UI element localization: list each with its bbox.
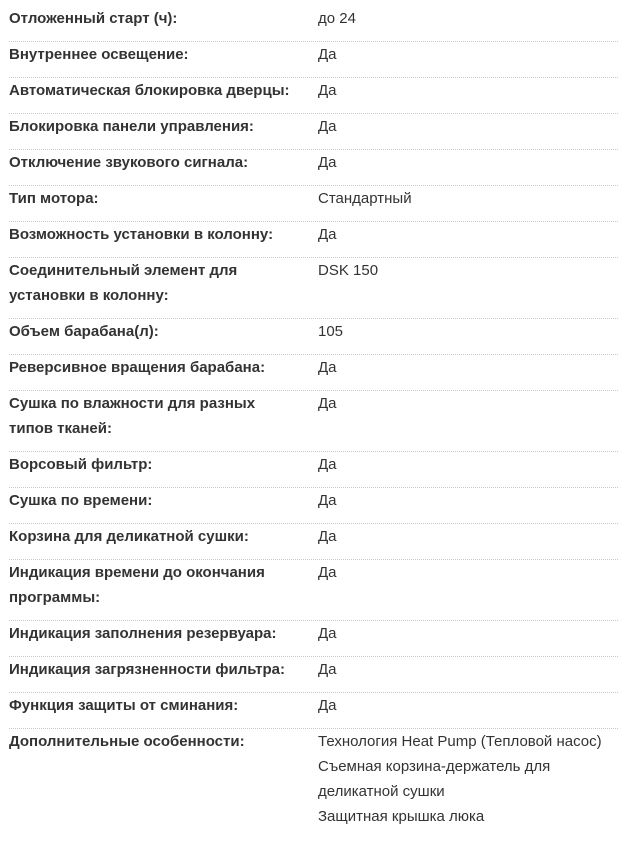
spec-value: до 24 bbox=[318, 10, 356, 27]
spec-value: Да bbox=[318, 456, 337, 473]
spec-label: Ворсовый фильтр: bbox=[9, 456, 153, 473]
spec-value-line: деликатной сушки bbox=[318, 783, 445, 800]
spec-value-line: Технология Heat Pump (Тепловой насос) bbox=[318, 733, 602, 750]
spec-value: Да bbox=[318, 564, 337, 581]
spec-value: Стандартный bbox=[318, 190, 412, 207]
spec-label bbox=[9, 391, 318, 441]
spec-value: Да bbox=[318, 395, 337, 412]
spec-label bbox=[9, 258, 318, 308]
spec-value-line: Съемная корзина-держатель для bbox=[318, 758, 551, 775]
spec-row-timed-drying bbox=[9, 488, 618, 524]
spec-value: Да bbox=[318, 625, 337, 642]
spec-row-stacking-kit bbox=[9, 258, 618, 319]
spec-label: Корзина для деликатной сушки: bbox=[9, 528, 249, 545]
spec-row-motor-type bbox=[9, 186, 618, 222]
spec-value: 105 bbox=[318, 323, 344, 340]
spec-label: Тип мотора: bbox=[9, 190, 99, 207]
spec-value: Да bbox=[318, 118, 337, 135]
spec-value: Да bbox=[318, 359, 337, 376]
spec-label: Блокировка панели управления: bbox=[9, 118, 254, 135]
spec-label-line: Соединительный элемент для bbox=[9, 262, 238, 279]
spec-label: Отложенный старт (ч): bbox=[9, 10, 178, 27]
spec-value: Да bbox=[318, 528, 337, 545]
spec-label: Автоматическая блокировка дверцы: bbox=[9, 82, 290, 99]
spec-row-door-lock bbox=[9, 78, 618, 114]
spec-row-interior-light bbox=[9, 42, 618, 78]
spec-label: Реверсивное вращения барабана: bbox=[9, 359, 266, 376]
spec-row-filter-dirty bbox=[9, 657, 618, 693]
spec-row-time-remaining bbox=[9, 560, 618, 621]
spec-label: Индикация загрязненности фильтра: bbox=[9, 661, 286, 678]
spec-label-line: программы: bbox=[9, 589, 101, 606]
spec-row-drum-volume bbox=[9, 319, 618, 355]
spec-row-moisture-drying bbox=[9, 391, 618, 452]
spec-value: Да bbox=[318, 492, 337, 509]
spec-label: Возможность установки в колонну: bbox=[9, 226, 274, 243]
spec-label-line: Сушка по влажности для разных bbox=[9, 395, 256, 412]
spec-value: Да bbox=[318, 661, 337, 678]
spec-row-stacking bbox=[9, 222, 618, 258]
spec-label: Сушка по времени: bbox=[9, 492, 153, 509]
spec-label: Объем барабана(л): bbox=[9, 323, 159, 340]
spec-label: Функция защиты от сминания: bbox=[9, 697, 239, 714]
spec-label-line: установки в колонну: bbox=[9, 287, 169, 304]
spec-value: Да bbox=[318, 697, 337, 714]
spec-value bbox=[318, 729, 618, 829]
spec-label: Дополнительные особенности: bbox=[9, 733, 245, 750]
spec-row-delicate-basket bbox=[9, 524, 618, 560]
spec-label-line: Индикация времени до окончания bbox=[9, 564, 265, 581]
spec-label-line: типов тканей: bbox=[9, 420, 112, 437]
spec-row-additional-features bbox=[9, 729, 618, 839]
spec-value: Да bbox=[318, 226, 337, 243]
spec-label bbox=[9, 560, 318, 610]
spec-label: Отключение звукового сигнала: bbox=[9, 154, 249, 171]
spec-row-anti-crease bbox=[9, 693, 618, 729]
spec-value: DSK 150 bbox=[318, 262, 379, 279]
spec-value: Да bbox=[318, 46, 337, 63]
spec-label: Индикация заполнения резервуара: bbox=[9, 625, 277, 642]
spec-value: Да bbox=[318, 82, 337, 99]
spec-row-panel-lock bbox=[9, 114, 618, 150]
spec-row-delayed-start bbox=[9, 6, 618, 42]
spec-row-sound-off bbox=[9, 150, 618, 186]
spec-row-reverse-rotation bbox=[9, 355, 618, 391]
spec-row-lint-filter bbox=[9, 452, 618, 488]
spec-row-tank-full bbox=[9, 621, 618, 657]
spec-label: Внутреннее освещение: bbox=[9, 46, 189, 63]
spec-value-line: Защитная крышка люка bbox=[318, 808, 485, 825]
spec-value: Да bbox=[318, 154, 337, 171]
